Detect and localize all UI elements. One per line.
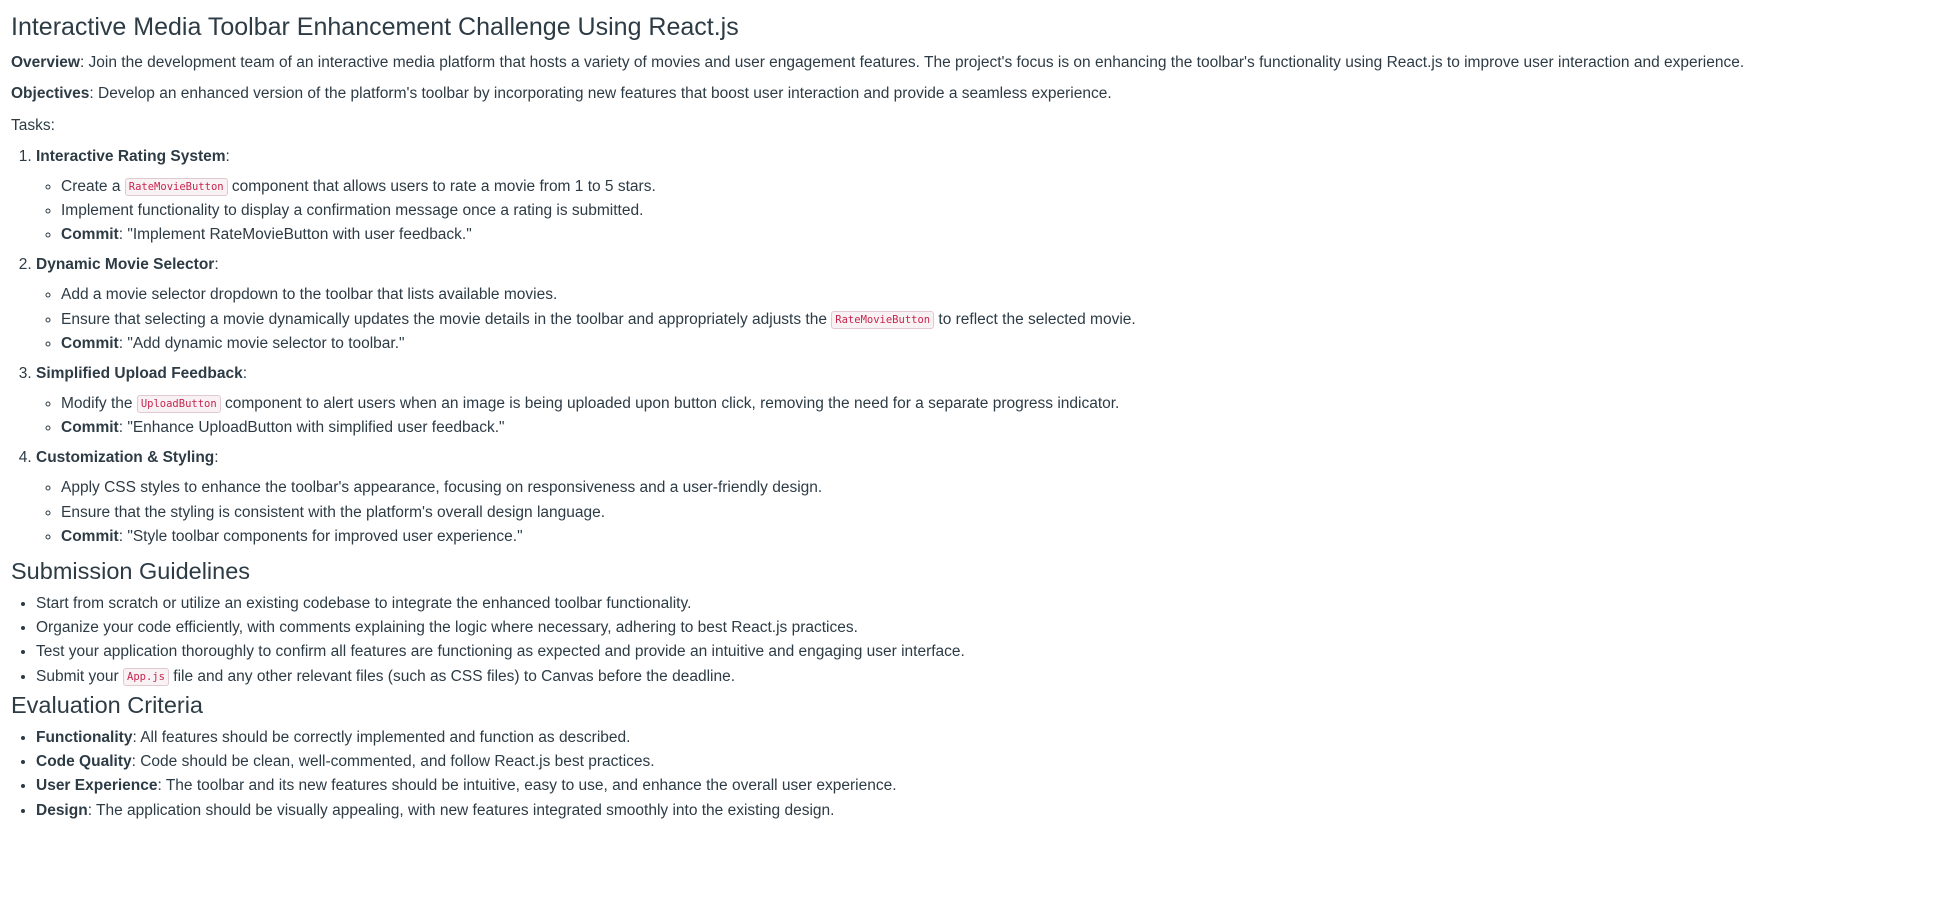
- list-item-text: : "Add dynamic movie selector to toolbar.": [118, 334, 405, 352]
- task-item: 1. Interactive Rating System: ◦ Create a RateMovieButton component that allows users to rate a movie from 1 to 5 stars. ◦ Implement functionality to display a confirmation message once a rating is submitted. ◦ Commit: "Implement RateMovieButton with user feedback.": [36, 147, 1924, 246]
- list-item-text: : The application should be visually appealing, with new features integrated smoothly into the existing design.: [87, 801, 835, 819]
- commit-label: Commit: [61, 527, 119, 545]
- list-item: [61, 310, 1924, 330]
- task-title: Customization & Styling: [36, 449, 215, 467]
- commit-label: Commit: [61, 226, 119, 244]
- task-title: Simplified Upload Feedback: [36, 364, 243, 382]
- list-item: [61, 334, 1924, 354]
- list-item-text: Organize your code efficiently, with comments explaining the logic where necessary, adhering to best React.js practices.: [36, 619, 858, 637]
- list-item-text: Start from scratch or utilize an existing codebase to integrate the enhanced toolbar functionality.: [36, 595, 692, 613]
- list-item: [61, 225, 1924, 245]
- list-item: [36, 618, 1924, 638]
- list-item-text: : All features should be correctly implemented and function as described.: [132, 729, 631, 747]
- code-snippet: UploadButton: [137, 395, 221, 413]
- code-snippet: App.js: [123, 668, 169, 686]
- submission-list: [11, 594, 1924, 687]
- list-item: [36, 752, 1924, 772]
- list-item-text: Test your application thoroughly to confirm all features are functioning as expected and provide an intuitive and engaging user interface.: [36, 643, 965, 661]
- list-item: [36, 728, 1924, 748]
- list-item-text: Create a: [61, 177, 125, 195]
- list-item: [61, 478, 1924, 498]
- list-item: [36, 642, 1924, 662]
- tasks-list: [11, 147, 1924, 547]
- evaluation-list: [11, 728, 1924, 821]
- list-item-text: component to alert users when an image is being uploaded upon button click, removing the need for a separate progress indicator.: [220, 394, 1120, 412]
- list-item: [36, 801, 1924, 821]
- list-item-text: : The toolbar and its new features should be intuitive, easy to use, and enhance the overall user experience.: [157, 777, 897, 795]
- list-item: [61, 418, 1924, 438]
- list-item-text: Submit your: [36, 667, 124, 685]
- overview-label: Overview: [11, 54, 80, 72]
- task-subitems: [36, 177, 1924, 245]
- list-item-text: component that allows users to rate a movie from 1 to 5 stars.: [227, 177, 656, 195]
- list-item: [61, 394, 1924, 414]
- task-subitems: [36, 478, 1924, 546]
- task-item: 4. Customization & Styling: ◦ Apply CSS styles to enhance the toolbar's appearance, focusing on responsiveness and a user-friendly design. ◦ Ensure that the styling is consistent with the platform's overall design language. ◦ Commit: "Style toolbar components for improved user experience.": [36, 448, 1924, 547]
- evaluation-heading: Evaluation Criteria: [11, 691, 204, 718]
- criterion-label: Design: [36, 801, 88, 819]
- list-item: [36, 594, 1924, 614]
- list-item-text: Apply CSS styles to enhance the toolbar's appearance, focusing on responsiveness and a user-friendly design.: [61, 479, 823, 497]
- list-item: [61, 285, 1924, 305]
- list-item-text: file and any other relevant files (such as CSS files) to Canvas before the deadline.: [168, 667, 736, 685]
- code-snippet: RateMovieButton: [125, 178, 228, 196]
- list-item: [36, 776, 1924, 796]
- task-item: 3. Simplified Upload Feedback: ◦ Modify the UploadButton component to alert users when an image is being uploaded upon button click, removing the need for a separate progress indicator. ◦ Commit: "Enhance UploadButton with simplified user feedback.": [36, 364, 1924, 438]
- task-title: Dynamic Movie Selector: [36, 256, 215, 274]
- objectives-text: : Develop an enhanced version of the platform's toolbar by incorporating new features that boost user interaction and provide a seamless experience.: [89, 85, 1112, 103]
- task-title: Interactive Rating System: [36, 147, 226, 165]
- commit-label: Commit: [61, 419, 119, 437]
- task-subitems: [36, 285, 1924, 353]
- list-item-text: : Code should be clean, well-commented, and follow React.js best practices.: [131, 753, 655, 771]
- list-item-text: Add a movie selector dropdown to the toolbar that lists available movies.: [61, 286, 558, 304]
- list-item: [61, 201, 1924, 221]
- list-item-text: Modify the: [61, 394, 137, 412]
- list-item: [61, 177, 1924, 197]
- code-snippet: RateMovieButton: [831, 311, 934, 329]
- task-item: 2. Dynamic Movie Selector: ◦ Add a movie selector dropdown to the toolbar that lists available movies. ◦ Ensure that selecting a movie dynamically updates the movie details in the toolbar and appropriately adjusts the RateMovieButton to reflect the selected movie. ◦ Commit: "Add dynamic movie selector to toolbar.": [36, 255, 1924, 354]
- submission-heading: Submission Guidelines: [11, 557, 251, 584]
- list-item: [36, 667, 1924, 687]
- list-item-text: Ensure that selecting a movie dynamically updates the movie details in the toolbar and appropriately adjusts the: [61, 310, 832, 328]
- list-item: [61, 503, 1924, 523]
- list-item-text: to reflect the selected movie.: [934, 310, 1136, 328]
- list-item-text: : "Implement RateMovieButton with user feedback.": [118, 226, 472, 244]
- objectives-label: Objectives: [11, 85, 90, 103]
- objectives-paragraph: [11, 84, 1924, 104]
- list-item-text: : "Style toolbar components for improved user experience.": [118, 527, 523, 545]
- list-item: [61, 527, 1924, 547]
- criterion-label: User Experience: [36, 777, 158, 795]
- commit-label: Commit: [61, 334, 119, 352]
- list-item-text: Ensure that the styling is consistent with the platform's overall design language.: [61, 503, 606, 521]
- tasks-label: Tasks:: [11, 116, 55, 134]
- page-title: Interactive Media Toolbar Enhancement Challenge Using React.js: [11, 13, 739, 41]
- overview-paragraph: [11, 53, 1924, 73]
- list-item-text: : "Enhance UploadButton with simplified user feedback.": [118, 419, 505, 437]
- overview-text: : Join the development team of an interactive media platform that hosts a variety of movies and user engagement features. The project's focus is on enhancing the toolbar's functionality using React.js to improve user interaction and experience.: [79, 54, 1745, 72]
- criterion-label: Code Quality: [36, 753, 132, 771]
- task-subitems: [36, 394, 1924, 438]
- list-item-text: Implement functionality to display a confirmation message once a rating is submitted.: [61, 201, 644, 219]
- criterion-label: Functionality: [36, 729, 133, 747]
